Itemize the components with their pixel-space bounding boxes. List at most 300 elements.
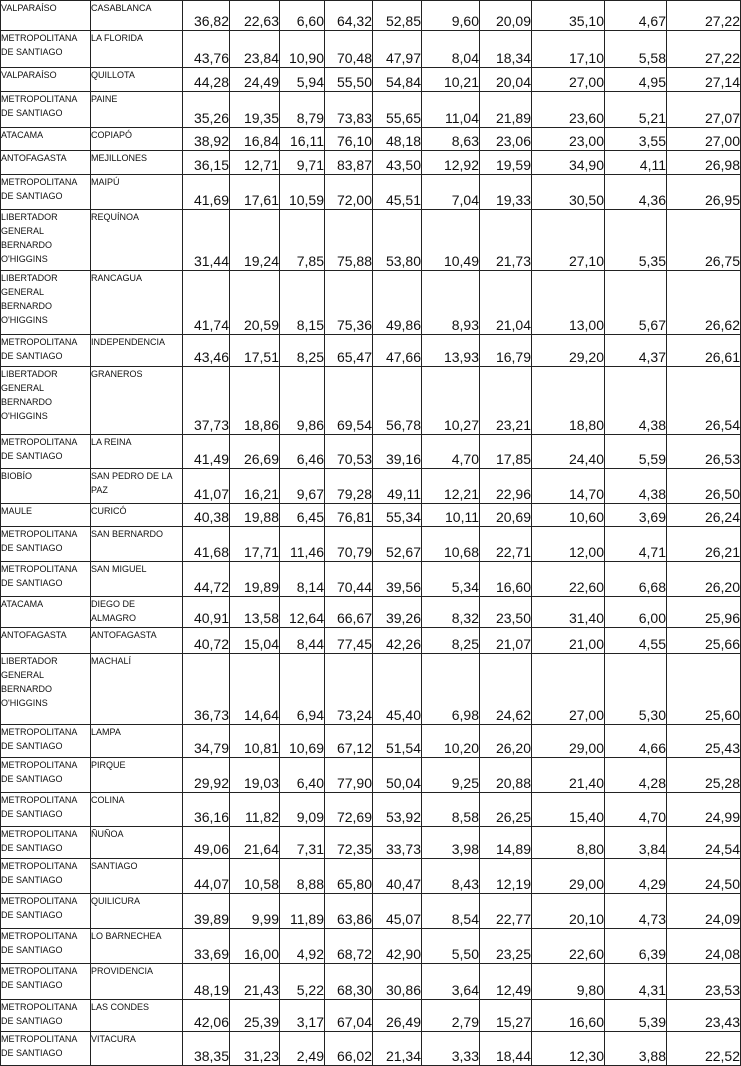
- value-cell: 8,44: [280, 628, 325, 654]
- value-cell: 8,88: [280, 859, 325, 894]
- value-cell: 8,79: [280, 92, 325, 128]
- value-cell: 8,63: [422, 128, 480, 151]
- value-cell: 47,66: [373, 335, 422, 367]
- comuna-cell: SAN BERNARDO: [91, 527, 183, 562]
- value-cell: 5,39: [605, 1000, 667, 1032]
- table-row: [1, 367, 741, 435]
- table-row: [1, 1000, 741, 1032]
- value-cell: 14,64: [230, 654, 280, 725]
- value-cell: 5,50: [422, 929, 480, 964]
- value-cell: 23,06: [480, 128, 532, 151]
- value-cell: 38,92: [183, 128, 230, 151]
- value-cell: 63,86: [325, 894, 373, 929]
- value-cell: 36,82: [183, 1, 230, 31]
- value-cell: 4,55: [605, 628, 667, 654]
- value-cell: 23,25: [480, 929, 532, 964]
- value-cell: 42,06: [183, 1000, 230, 1032]
- value-cell: 41,74: [183, 271, 230, 335]
- value-cell: 26,21: [667, 527, 741, 562]
- value-cell: 49,86: [373, 271, 422, 335]
- comuna-cell: COLINA: [91, 793, 183, 827]
- value-cell: 8,43: [422, 859, 480, 894]
- value-cell: 39,89: [183, 894, 230, 929]
- comuna-cell: VITACURA: [91, 1032, 183, 1066]
- value-cell: 30,50: [532, 175, 605, 210]
- value-cell: 17,61: [230, 175, 280, 210]
- value-cell: 39,56: [373, 562, 422, 597]
- value-cell: 27,00: [532, 654, 605, 725]
- value-cell: 23,50: [480, 597, 532, 628]
- region-cell: VALPARAÍSO: [1, 1, 91, 31]
- value-cell: 19,89: [230, 562, 280, 597]
- comuna-cell: MACHALÍ: [91, 654, 183, 725]
- value-cell: 21,89: [480, 92, 532, 128]
- value-cell: 10,90: [280, 31, 325, 68]
- value-cell: 10,68: [422, 527, 480, 562]
- value-cell: 26,69: [230, 435, 280, 469]
- comuna-cell: ANTOFAGASTA: [91, 628, 183, 654]
- value-cell: 49,11: [373, 469, 422, 504]
- value-cell: 83,87: [325, 151, 373, 175]
- value-cell: 19,88: [230, 504, 280, 527]
- value-cell: 23,60: [532, 92, 605, 128]
- value-cell: 6,94: [280, 654, 325, 725]
- value-cell: 40,91: [183, 597, 230, 628]
- comuna-cell: SAN MIGUEL: [91, 562, 183, 597]
- value-cell: 56,78: [373, 367, 422, 435]
- table-row: [1, 758, 741, 793]
- value-cell: 19,03: [230, 758, 280, 793]
- value-cell: 9,71: [280, 151, 325, 175]
- value-cell: 41,49: [183, 435, 230, 469]
- value-cell: 44,28: [183, 68, 230, 92]
- table-row: [1, 562, 741, 597]
- region-cell: METROPOLITANA DE SANTIAGO: [1, 894, 91, 929]
- value-cell: 76,10: [325, 128, 373, 151]
- value-cell: 53,80: [373, 210, 422, 271]
- value-cell: 9,86: [280, 367, 325, 435]
- value-cell: 55,50: [325, 68, 373, 92]
- comuna-cell: PROVIDENCIA: [91, 964, 183, 1000]
- value-cell: 45,07: [373, 894, 422, 929]
- value-cell: 4,31: [605, 964, 667, 1000]
- value-cell: 11,46: [280, 527, 325, 562]
- value-cell: 26,20: [480, 725, 532, 758]
- value-cell: 26,95: [667, 175, 741, 210]
- value-cell: 4,92: [280, 929, 325, 964]
- table-row: [1, 469, 741, 504]
- value-cell: 15,04: [230, 628, 280, 654]
- value-cell: 47,97: [373, 31, 422, 68]
- value-cell: 75,36: [325, 271, 373, 335]
- value-cell: 17,71: [230, 527, 280, 562]
- value-cell: 38,35: [183, 1032, 230, 1066]
- value-cell: 21,43: [230, 964, 280, 1000]
- table-row: [1, 31, 741, 68]
- value-cell: 40,47: [373, 859, 422, 894]
- value-cell: 10,27: [422, 367, 480, 435]
- table-row: [1, 1032, 741, 1066]
- comuna-cell: PAINE: [91, 92, 183, 128]
- region-cell: METROPOLITANA DE SANTIAGO: [1, 435, 91, 469]
- value-cell: 26,20: [667, 562, 741, 597]
- region-cell: LIBERTADOR GENERAL BERNARDO O'HIGGINS: [1, 654, 91, 725]
- value-cell: 11,89: [280, 894, 325, 929]
- value-cell: 22,60: [532, 562, 605, 597]
- table-row: [1, 92, 741, 128]
- value-cell: 70,53: [325, 435, 373, 469]
- value-cell: 41,69: [183, 175, 230, 210]
- value-cell: 9,80: [532, 964, 605, 1000]
- value-cell: 19,35: [230, 92, 280, 128]
- value-cell: 44,07: [183, 859, 230, 894]
- value-cell: 5,59: [605, 435, 667, 469]
- value-cell: 5,22: [280, 964, 325, 1000]
- table-row: [1, 793, 741, 827]
- table-row: [1, 1, 741, 31]
- value-cell: 36,73: [183, 654, 230, 725]
- table-row: [1, 335, 741, 367]
- value-cell: 70,44: [325, 562, 373, 597]
- value-cell: 66,67: [325, 597, 373, 628]
- value-cell: 72,00: [325, 175, 373, 210]
- region-cell: METROPOLITANA DE SANTIAGO: [1, 827, 91, 859]
- value-cell: 5,21: [605, 92, 667, 128]
- region-cell: METROPOLITANA DE SANTIAGO: [1, 725, 91, 758]
- value-cell: 45,51: [373, 175, 422, 210]
- value-cell: 4,67: [605, 1, 667, 31]
- value-cell: 16,60: [480, 562, 532, 597]
- region-cell: LIBERTADOR GENERAL BERNARDO O'HIGGINS: [1, 271, 91, 335]
- value-cell: 26,50: [667, 469, 741, 504]
- value-cell: 73,83: [325, 92, 373, 128]
- value-cell: 36,16: [183, 793, 230, 827]
- value-cell: 3,33: [422, 1032, 480, 1066]
- table-row: [1, 68, 741, 92]
- table-row: [1, 128, 741, 151]
- comuna-cell: DIEGO DE ALMAGRO: [91, 597, 183, 628]
- table-row: [1, 597, 741, 628]
- value-cell: 26,24: [667, 504, 741, 527]
- value-cell: 22,63: [230, 1, 280, 31]
- region-cell: METROPOLITANA DE SANTIAGO: [1, 562, 91, 597]
- value-cell: 4,38: [605, 367, 667, 435]
- region-cell: ATACAMA: [1, 597, 91, 628]
- value-cell: 43,76: [183, 31, 230, 68]
- value-cell: 16,11: [280, 128, 325, 151]
- value-cell: 12,00: [532, 527, 605, 562]
- value-cell: 19,24: [230, 210, 280, 271]
- value-cell: 21,73: [480, 210, 532, 271]
- region-cell: METROPOLITANA DE SANTIAGO: [1, 31, 91, 68]
- value-cell: 20,04: [480, 68, 532, 92]
- value-cell: 42,26: [373, 628, 422, 654]
- value-cell: 48,18: [373, 128, 422, 151]
- value-cell: 35,26: [183, 92, 230, 128]
- table-body: [1, 1, 741, 1066]
- value-cell: 5,35: [605, 210, 667, 271]
- comuna-cell: LAMPA: [91, 725, 183, 758]
- comuna-cell: MEJILLONES: [91, 151, 183, 175]
- region-cell: ANTOFAGASTA: [1, 151, 91, 175]
- value-cell: 4,28: [605, 758, 667, 793]
- value-cell: 16,60: [532, 1000, 605, 1032]
- value-cell: 4,70: [605, 793, 667, 827]
- value-cell: 4,70: [422, 435, 480, 469]
- value-cell: 13,58: [230, 597, 280, 628]
- comuna-cell: CASABLANCA: [91, 1, 183, 31]
- value-cell: 8,80: [532, 827, 605, 859]
- value-cell: 4,38: [605, 469, 667, 504]
- table-row: [1, 210, 741, 271]
- value-cell: 19,59: [480, 151, 532, 175]
- value-cell: 19,33: [480, 175, 532, 210]
- comuna-cell: GRANEROS: [91, 367, 183, 435]
- value-cell: 66,02: [325, 1032, 373, 1066]
- region-cell: ANTOFAGASTA: [1, 628, 91, 654]
- value-cell: 27,07: [667, 92, 741, 128]
- value-cell: 51,54: [373, 725, 422, 758]
- value-cell: 77,90: [325, 758, 373, 793]
- value-cell: 24,49: [230, 68, 280, 92]
- value-cell: 25,60: [667, 654, 741, 725]
- value-cell: 6,98: [422, 654, 480, 725]
- value-cell: 21,34: [373, 1032, 422, 1066]
- table-row: [1, 628, 741, 654]
- value-cell: 29,92: [183, 758, 230, 793]
- value-cell: 20,69: [480, 504, 532, 527]
- value-cell: 31,40: [532, 597, 605, 628]
- value-cell: 72,69: [325, 793, 373, 827]
- region-cell: METROPOLITANA DE SANTIAGO: [1, 929, 91, 964]
- value-cell: 3,98: [422, 827, 480, 859]
- value-cell: 24,99: [667, 793, 741, 827]
- value-cell: 12,21: [422, 469, 480, 504]
- value-cell: 9,60: [422, 1, 480, 31]
- comuna-cell: SAN PEDRO DE LA PAZ: [91, 469, 183, 504]
- value-cell: 6,40: [280, 758, 325, 793]
- value-cell: 25,66: [667, 628, 741, 654]
- value-cell: 12,64: [280, 597, 325, 628]
- value-cell: 7,04: [422, 175, 480, 210]
- value-cell: 8,25: [280, 335, 325, 367]
- value-cell: 39,16: [373, 435, 422, 469]
- value-cell: 64,32: [325, 1, 373, 31]
- value-cell: 41,07: [183, 469, 230, 504]
- value-cell: 6,00: [605, 597, 667, 628]
- value-cell: 12,49: [480, 964, 532, 1000]
- value-cell: 8,54: [422, 894, 480, 929]
- value-cell: 5,67: [605, 271, 667, 335]
- value-cell: 9,09: [280, 793, 325, 827]
- value-cell: 2,79: [422, 1000, 480, 1032]
- value-cell: 25,39: [230, 1000, 280, 1032]
- value-cell: 18,44: [480, 1032, 532, 1066]
- value-cell: 8,58: [422, 793, 480, 827]
- value-cell: 25,43: [667, 725, 741, 758]
- value-cell: 49,06: [183, 827, 230, 859]
- value-cell: 4,37: [605, 335, 667, 367]
- region-cell: METROPOLITANA DE SANTIAGO: [1, 335, 91, 367]
- value-cell: 5,58: [605, 31, 667, 68]
- region-cell: VALPARAÍSO: [1, 68, 91, 92]
- table-row: [1, 654, 741, 725]
- comuna-cell: QUILLOTA: [91, 68, 183, 92]
- value-cell: 22,52: [667, 1032, 741, 1066]
- value-cell: 24,54: [667, 827, 741, 859]
- value-cell: 7,85: [280, 210, 325, 271]
- value-cell: 10,59: [280, 175, 325, 210]
- table-row: [1, 435, 741, 469]
- value-cell: 2,49: [280, 1032, 325, 1066]
- value-cell: 9,67: [280, 469, 325, 504]
- value-cell: 23,21: [480, 367, 532, 435]
- value-cell: 27,22: [667, 1, 741, 31]
- value-cell: 14,89: [480, 827, 532, 859]
- value-cell: 3,64: [422, 964, 480, 1000]
- comuna-cell: SANTIAGO: [91, 859, 183, 894]
- table-row: [1, 151, 741, 175]
- value-cell: 27,14: [667, 68, 741, 92]
- value-cell: 70,48: [325, 31, 373, 68]
- value-cell: 9,25: [422, 758, 480, 793]
- value-cell: 16,79: [480, 335, 532, 367]
- value-cell: 20,59: [230, 271, 280, 335]
- value-cell: 29,00: [532, 725, 605, 758]
- value-cell: 75,88: [325, 210, 373, 271]
- region-cell: METROPOLITANA DE SANTIAGO: [1, 1000, 91, 1032]
- value-cell: 67,04: [325, 1000, 373, 1032]
- value-cell: 10,69: [280, 725, 325, 758]
- region-cell: METROPOLITANA DE SANTIAGO: [1, 1032, 91, 1066]
- comuna-cell: MAIPÚ: [91, 175, 183, 210]
- table-row: [1, 859, 741, 894]
- region-cell: METROPOLITANA DE SANTIAGO: [1, 92, 91, 128]
- value-cell: 18,86: [230, 367, 280, 435]
- value-cell: 72,35: [325, 827, 373, 859]
- value-cell: 3,69: [605, 504, 667, 527]
- value-cell: 67,12: [325, 725, 373, 758]
- value-cell: 10,21: [422, 68, 480, 92]
- value-cell: 70,79: [325, 527, 373, 562]
- value-cell: 18,34: [480, 31, 532, 68]
- value-cell: 6,68: [605, 562, 667, 597]
- value-cell: 8,14: [280, 562, 325, 597]
- value-cell: 35,10: [532, 1, 605, 31]
- value-cell: 6,60: [280, 1, 325, 31]
- comuna-cell: LO BARNECHEA: [91, 929, 183, 964]
- value-cell: 44,72: [183, 562, 230, 597]
- value-cell: 21,04: [480, 271, 532, 335]
- value-cell: 26,54: [667, 367, 741, 435]
- value-cell: 3,84: [605, 827, 667, 859]
- value-cell: 50,04: [373, 758, 422, 793]
- comuna-cell: RANCAGUA: [91, 271, 183, 335]
- region-cell: LIBERTADOR GENERAL BERNARDO O'HIGGINS: [1, 210, 91, 271]
- value-cell: 6,46: [280, 435, 325, 469]
- value-cell: 37,73: [183, 367, 230, 435]
- value-cell: 3,55: [605, 128, 667, 151]
- value-cell: 33,69: [183, 929, 230, 964]
- value-cell: 12,30: [532, 1032, 605, 1066]
- value-cell: 8,93: [422, 271, 480, 335]
- value-cell: 4,66: [605, 725, 667, 758]
- value-cell: 53,92: [373, 793, 422, 827]
- value-cell: 15,40: [532, 793, 605, 827]
- value-cell: 15,27: [480, 1000, 532, 1032]
- value-cell: 27,00: [532, 68, 605, 92]
- value-cell: 22,71: [480, 527, 532, 562]
- value-cell: 10,20: [422, 725, 480, 758]
- value-cell: 36,15: [183, 151, 230, 175]
- value-cell: 23,00: [532, 128, 605, 151]
- value-cell: 4,95: [605, 68, 667, 92]
- value-cell: 17,51: [230, 335, 280, 367]
- value-cell: 17,85: [480, 435, 532, 469]
- value-cell: 55,34: [373, 504, 422, 527]
- value-cell: 20,09: [480, 1, 532, 31]
- value-cell: 25,28: [667, 758, 741, 793]
- value-cell: 39,26: [373, 597, 422, 628]
- value-cell: 21,00: [532, 628, 605, 654]
- region-cell: METROPOLITANA DE SANTIAGO: [1, 527, 91, 562]
- value-cell: 20,88: [480, 758, 532, 793]
- value-cell: 5,34: [422, 562, 480, 597]
- value-cell: 73,24: [325, 654, 373, 725]
- value-cell: 41,68: [183, 527, 230, 562]
- value-cell: 54,84: [373, 68, 422, 92]
- value-cell: 12,92: [422, 151, 480, 175]
- value-cell: 21,07: [480, 628, 532, 654]
- comuna-cell: INDEPENDENCIA: [91, 335, 183, 367]
- region-cell: ATACAMA: [1, 128, 91, 151]
- value-cell: 27,10: [532, 210, 605, 271]
- table-row: [1, 527, 741, 562]
- value-cell: 13,00: [532, 271, 605, 335]
- value-cell: 24,09: [667, 894, 741, 929]
- value-cell: 29,00: [532, 859, 605, 894]
- value-cell: 5,94: [280, 68, 325, 92]
- value-cell: 26,75: [667, 210, 741, 271]
- comuna-cell: LA FLORIDA: [91, 31, 183, 68]
- value-cell: 76,81: [325, 504, 373, 527]
- value-cell: 23,43: [667, 1000, 741, 1032]
- value-cell: 29,20: [532, 335, 605, 367]
- comuna-cell: LAS CONDES: [91, 1000, 183, 1032]
- region-cell: METROPOLITANA DE SANTIAGO: [1, 859, 91, 894]
- value-cell: 10,81: [230, 725, 280, 758]
- region-cell: LIBERTADOR GENERAL BERNARDO O'HIGGINS: [1, 367, 91, 435]
- value-cell: 7,31: [280, 827, 325, 859]
- table-row: [1, 725, 741, 758]
- value-cell: 4,11: [605, 151, 667, 175]
- table-row: [1, 271, 741, 335]
- value-cell: 40,72: [183, 628, 230, 654]
- table-row: [1, 894, 741, 929]
- value-cell: 79,28: [325, 469, 373, 504]
- value-cell: 26,25: [480, 793, 532, 827]
- value-cell: 10,60: [532, 504, 605, 527]
- value-cell: 3,17: [280, 1000, 325, 1032]
- value-cell: 45,40: [373, 654, 422, 725]
- comuna-cell: REQUÍNOA: [91, 210, 183, 271]
- value-cell: 43,50: [373, 151, 422, 175]
- value-cell: 24,62: [480, 654, 532, 725]
- value-cell: 27,22: [667, 31, 741, 68]
- value-cell: 27,00: [667, 128, 741, 151]
- value-cell: 16,84: [230, 128, 280, 151]
- value-cell: 69,54: [325, 367, 373, 435]
